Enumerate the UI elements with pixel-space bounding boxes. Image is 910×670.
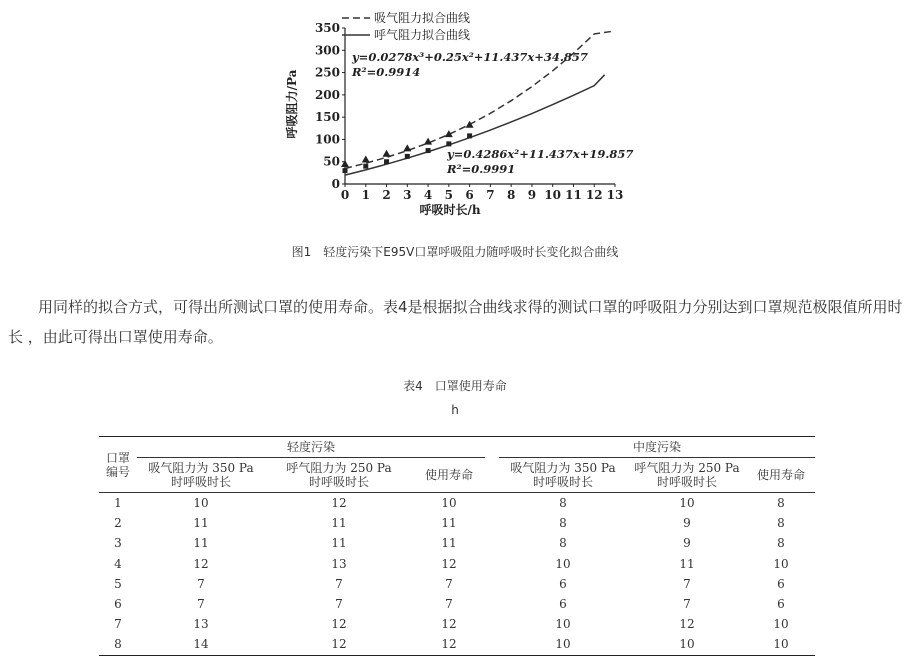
table-cell: 8 [777, 516, 785, 531]
table-cell: 8 [777, 536, 785, 551]
table-cell: 9 [683, 536, 691, 551]
x-tick-label: 0 [340, 188, 350, 202]
col-inhale-line-1: 吸气阻力为 350 Pa [148, 461, 254, 475]
table-cell: 11 [331, 536, 347, 551]
table-cell: 12 [265, 634, 413, 655]
exhale-equation: y=0.4286x²+11.437x+19.857 [447, 147, 634, 161]
cell-mask-id: 8 [99, 634, 137, 655]
table-cell: 13 [331, 556, 347, 571]
row-gap [485, 594, 499, 614]
cell-mask-id: 1 [114, 496, 122, 511]
exhale-data-point [446, 141, 451, 146]
table-cell: 6 [777, 576, 785, 591]
group-gap [485, 437, 499, 458]
col-header-life-medium: 使用寿命 [747, 458, 815, 493]
cell-mask-id: 6 [114, 597, 122, 612]
group-header-light: 轻度污染 [137, 437, 485, 458]
exhale-data-point [343, 168, 348, 173]
table-cell: 14 [137, 634, 265, 655]
x-axis-label: 呼吸时长/h [419, 203, 481, 217]
legend-label-inhale: 吸气阻力拟合曲线 [374, 11, 471, 25]
y-tick-label: 300 [314, 43, 340, 58]
table-cell: 8 [559, 516, 567, 531]
cell-mask-id: 3 [114, 536, 122, 551]
table-cell: 7 [683, 597, 691, 612]
table-cell: 11 [193, 536, 209, 551]
table-cell: 10 [499, 634, 627, 655]
table-cell: 12 [441, 556, 457, 571]
table-cell: 7 [445, 597, 453, 612]
table-cell: 12 [193, 556, 209, 571]
cell-mask-id: 5 [114, 576, 122, 591]
x-tick-label: 5 [444, 188, 454, 202]
exhale-data-point [363, 164, 368, 169]
table-title: 表4 口罩使用寿命 [403, 379, 507, 393]
col-exhale-line-1: 呼气阻力为 250 Pa [634, 461, 740, 475]
x-tick-label: 2 [382, 188, 391, 202]
inhale-equation: y=0.0278x³+0.25x²+11.437x+34.857 [352, 50, 588, 64]
y-tick-label: 200 [314, 87, 340, 102]
table-cell: 6 [559, 597, 567, 612]
table-cell: 7 [683, 576, 691, 591]
row-gap [485, 614, 499, 634]
group-header-medium: 中度污染 [499, 437, 815, 458]
table-cell: 10 [193, 496, 209, 511]
table-cell: 10 [773, 617, 789, 632]
x-tick-label: 13 [606, 188, 624, 202]
table-row [99, 533, 815, 553]
exhale-data-point [405, 154, 410, 159]
figure-caption: 图1 轻度污染下E95V口罩呼吸阻力随呼吸时长变化拟合曲线 [291, 245, 619, 259]
table-cell: 8 [559, 496, 567, 511]
y-tick-label: 250 [314, 65, 340, 80]
inhale-r-squared: R²=0.9914 [352, 65, 421, 79]
x-tick-label: 3 [403, 188, 412, 202]
col-header-life-light: 使用寿命 [413, 458, 485, 493]
exhale-r-squared: R²=0.9991 [447, 162, 516, 176]
y-tick-label: 0 [331, 177, 340, 191]
exhale-data-point [384, 159, 389, 164]
row-gap [485, 554, 499, 574]
table-cell: 11 [441, 516, 457, 531]
exhale-data-point [467, 133, 472, 138]
table-cell: 7 [335, 597, 343, 612]
inhale-data-point [362, 155, 370, 162]
table-cell: 12 [441, 617, 457, 632]
cell-mask-id: 7 [114, 617, 122, 632]
col-header-inhale-medium [499, 458, 627, 493]
table-cell: 8 [777, 496, 785, 511]
table-row [99, 594, 815, 614]
table-cell: 10 [627, 634, 747, 655]
table-cell: 11 [441, 536, 457, 551]
table-cell: 10 [747, 634, 815, 655]
table-cell: 7 [445, 576, 453, 591]
header-gap [485, 458, 499, 493]
table-cell: 12 [331, 496, 347, 511]
corner-line-2: 编号 [105, 464, 130, 479]
table-row [99, 614, 815, 634]
table-row [99, 574, 815, 594]
inhale-data-point [341, 160, 349, 167]
table-cell: 11 [679, 556, 695, 571]
chart-legend [342, 10, 470, 42]
col-header-exhale-medium [627, 458, 747, 493]
row-gap [485, 513, 499, 533]
y-tick-label: 350 [314, 21, 340, 35]
table-cell: 6 [777, 597, 785, 612]
table-cell: 7 [197, 597, 205, 612]
col-header-inhale-light [137, 458, 265, 493]
x-tick-label: 9 [527, 188, 537, 202]
row-gap [485, 574, 499, 594]
col-header-exhale-light [265, 458, 413, 493]
table-cell: 11 [193, 516, 209, 531]
body-paragraph: 用同样的拟合方式，可得出所测试口罩的使用寿命。表4是根据拟合曲线求得的测试口罩的呼吸阻力分别达到口罩规范极限值所用时长 ，由此可得出口罩使用寿命。 [8, 298, 903, 346]
x-tick-label: 8 [506, 188, 516, 202]
y-tick-label: 100 [314, 132, 340, 147]
col-exhale-line-1: 呼气阻力为 250 Pa [286, 461, 392, 475]
corner-line-1: 口罩 [105, 450, 130, 465]
col-inhale-line-1: 吸气阻力为 350 Pa [510, 461, 616, 475]
x-tick-label: 10 [544, 188, 562, 202]
table-cell: 7 [197, 576, 205, 591]
table-row [99, 554, 815, 574]
table-row [99, 513, 815, 533]
table-cell: 12 [679, 617, 695, 632]
y-tick-label: 50 [323, 154, 340, 169]
y-axis-label: 呼吸阻力/Pa [285, 69, 299, 139]
table-cell: 11 [331, 516, 347, 531]
row-gap [485, 493, 499, 514]
fitting-curve-chart [270, 4, 640, 226]
table-row [99, 634, 815, 655]
col-exhale-line-2: 时呼吸时长 [308, 475, 369, 489]
table-cell: 10 [555, 556, 571, 571]
table-cell: 13 [193, 617, 209, 632]
table-cell: 10 [773, 556, 789, 571]
x-tick-label: 6 [465, 188, 474, 202]
cell-mask-id: 2 [114, 516, 122, 531]
table-cell: 12 [331, 617, 347, 632]
mask-life-table [99, 436, 815, 656]
cell-mask-id: 4 [114, 556, 122, 571]
x-tick-label: 1 [361, 188, 370, 202]
table-cell: 10 [679, 496, 695, 511]
inhale-data-point [403, 144, 411, 151]
table-row [99, 493, 815, 514]
inhale-data-point [466, 121, 474, 128]
exhale-data-point [426, 148, 431, 153]
table-unit: h [451, 403, 459, 417]
table-cell: 7 [335, 576, 343, 591]
col-inhale-line-2: 时呼吸时长 [170, 475, 231, 489]
table-cell: 8 [559, 536, 567, 551]
x-tick-label: 4 [423, 188, 433, 202]
row-gap [485, 634, 499, 655]
corner-header [99, 437, 137, 493]
x-tick-label: 12 [585, 188, 603, 202]
legend-label-exhale: 呼气阻力拟合曲线 [374, 28, 471, 42]
table-cell: 6 [559, 576, 567, 591]
row-gap [485, 533, 499, 553]
table-cell: 9 [683, 516, 691, 531]
x-tick-label: 7 [486, 188, 495, 202]
col-inhale-line-2: 时呼吸时长 [532, 475, 593, 489]
table-cell: 10 [441, 496, 457, 511]
table-cell: 10 [555, 617, 571, 632]
x-tick-label: 11 [565, 188, 582, 202]
inhale-data-point [383, 150, 391, 157]
table-cell: 12 [413, 634, 485, 655]
col-exhale-line-2: 时呼吸时长 [656, 475, 717, 489]
y-tick-label: 150 [314, 110, 340, 125]
